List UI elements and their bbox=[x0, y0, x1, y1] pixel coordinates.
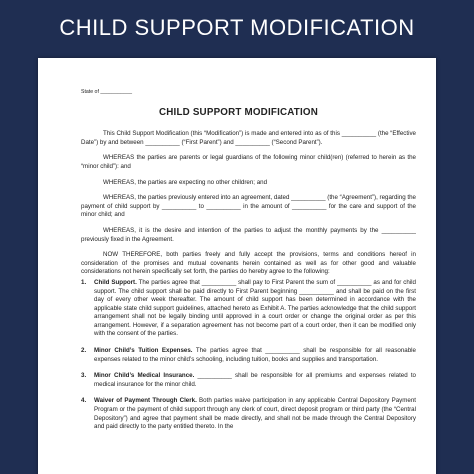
clause-number: 2. bbox=[81, 347, 87, 355]
clause-medical-insurance bbox=[81, 372, 416, 389]
clause-child-support bbox=[81, 279, 416, 339]
clause-text: The parties agree that __________ shall be responsible for all reasonable expenses related to the minor child’s schooling, including tuition, books and supplies and transportation. bbox=[94, 347, 416, 363]
whereas-paragraph: WHEREAS, it is the desire and intention of the parties to adjust the monthly payments by the __________ previously fixed in the Agreement. bbox=[81, 226, 416, 243]
clause-heading: Minor Child’s Tuition Expenses. bbox=[94, 347, 193, 355]
intro-paragraph: This Child Support Modification (this “Modification”) is made and entered into as of this __________ (the “Effective Date”) by and between __________ (“First Parent”) and __________ (“Second Parent”). bbox=[81, 130, 416, 146]
clause-text: Both parties waive participation in any applicable Central Depository Payment Program or the payment of child support through any clerk of court, direct deposit program or third party (the “Central Depository”) and agree that payment shall be made directly, and shall not be made through the Central Depository and paid directly to the party entitled thereto. In the bbox=[94, 397, 416, 431]
whereas-paragraph: WHEREAS the parties are parents or legal guardians of the following minor child(ren) (referred to herein as the “minor child”): and bbox=[81, 154, 416, 170]
whereas-paragraph: WHEREAS, the parties previously entered into an agreement, dated __________ (the “Agreement”), regarding the payment of child support by __________ to __________ in the amount of __________ for the care and support of the minor child; and bbox=[81, 194, 416, 219]
state-line: State of ___________ bbox=[81, 89, 133, 95]
document-page bbox=[38, 58, 436, 474]
clause-number: 3. bbox=[81, 372, 87, 380]
clause-tuition-expenses bbox=[81, 347, 416, 364]
clause-text: The parties agree that __________ shall pay to First Parent the sum of __________ as and for child support. The child support shall be paid directly to First Parent beginning __________ and shall be paid on the first day of every other week thereafter. The amount of child support has been determined in accordance with the applicable state child support guidelines, attached hereto as Exhibit A. The parties acknowledge that the child support arrangement shall not be legally binding until approved in a court order or change the original order as per this arrangement. However, if a separation agreement has not become part of a court order, then it can be modified only with the consent of the parties. bbox=[94, 278, 416, 338]
clause-waiver-of-payment bbox=[81, 397, 416, 431]
clause-heading: Waiver of Payment Through Clerk. bbox=[94, 397, 197, 405]
banner-title: CHILD SUPPORT MODIFICATION bbox=[59, 15, 415, 40]
clause-number: 1. bbox=[81, 278, 87, 286]
clause-heading: Child Support. bbox=[94, 278, 137, 286]
clause-heading: Minor Child’s Medical Insurance. bbox=[94, 372, 195, 380]
clause-text: __________ shall be responsible for all premiums and expenses related to medical insurance for the minor child. bbox=[94, 372, 416, 388]
now-therefore-paragraph: NOW THEREFORE, both parties freely and fully accept the provisions, terms and conditions hereof in consideration of the promises and mutual covenants herein contained as well as for other good and valuable considerations not herein specifically set forth, the parties do hereby agree to the following: bbox=[81, 251, 416, 276]
clause-number: 4. bbox=[81, 397, 87, 405]
header-banner bbox=[0, 0, 474, 56]
whereas-paragraph: WHEREAS, the parties are expecting no other children; and bbox=[103, 178, 268, 186]
document-title: CHILD SUPPORT MODIFICATION bbox=[158, 106, 319, 118]
